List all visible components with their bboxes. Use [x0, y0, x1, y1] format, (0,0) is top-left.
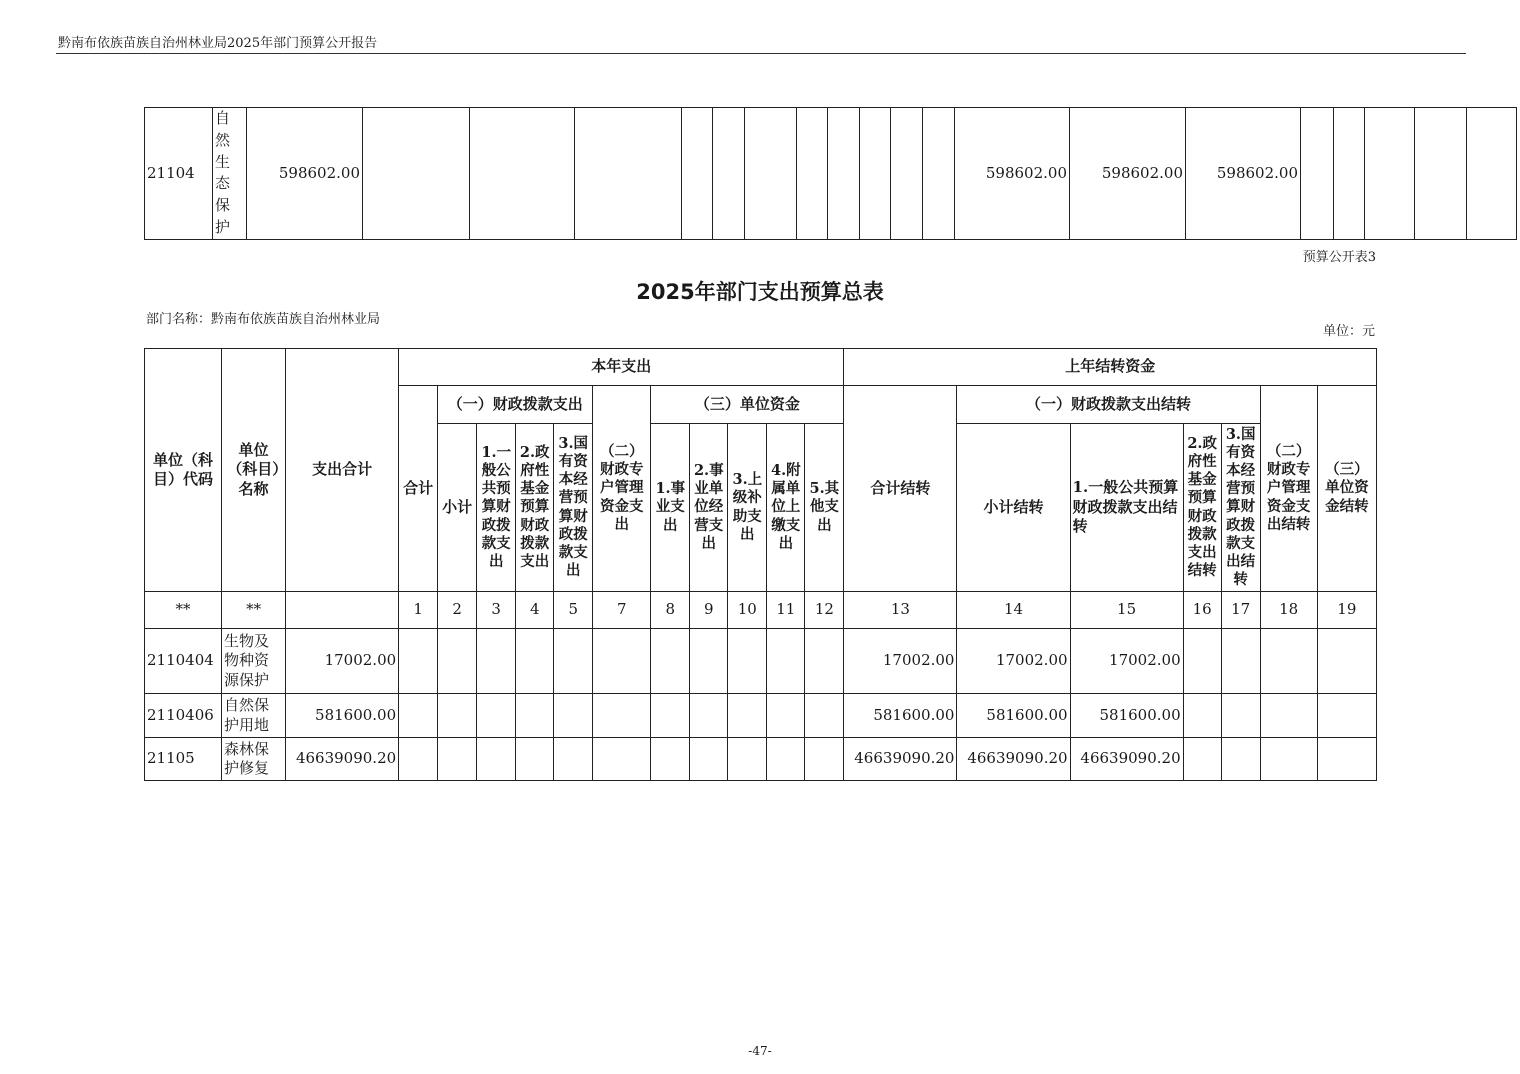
index-cell: **	[145, 592, 222, 629]
row-code: 2110404	[145, 629, 222, 694]
table-row	[145, 108, 1517, 240]
department-name: 部门名称：黔南布依族苗族自治州林业局	[146, 312, 381, 327]
row-carry-general: 598602.00	[1186, 108, 1301, 240]
header-carry-general: 1.一般公共预算财政拨款支出结转	[1070, 424, 1183, 592]
index-cell: 14	[957, 592, 1070, 629]
index-cell: 8	[651, 592, 690, 629]
header-special: （二）财政专户管理资金支出	[593, 386, 651, 592]
row-total: 598602.00	[247, 108, 363, 240]
header-carry-state: 3.国有资本经营预算财政拨款支出结转	[1221, 424, 1260, 592]
row-carry-total: 46639090.20	[844, 738, 957, 781]
row-total: 46639090.20	[286, 738, 399, 781]
page-title: 2025年部门支出预算总表	[636, 280, 884, 304]
document-header: 黔南布依族苗族自治州林业局2025年部门预算公开报告	[58, 36, 378, 51]
header-heji: 合计	[399, 386, 438, 592]
index-cell: 13	[844, 592, 957, 629]
table-row	[145, 738, 1377, 781]
row-carry-total: 581600.00	[844, 694, 957, 738]
index-cell: 3	[477, 592, 516, 629]
index-cell: 15	[1070, 592, 1183, 629]
index-row	[145, 592, 1377, 629]
header-row-1	[145, 349, 1377, 386]
index-cell: 16	[1183, 592, 1221, 629]
header-total: 支出合计	[286, 349, 399, 592]
header-general-budget: 1.一般公共预算财政拨款支出	[477, 424, 516, 592]
index-cell: 9	[690, 592, 728, 629]
table-number: 预算公开表3	[1302, 250, 1376, 265]
row-carry-general: 17002.00	[1070, 629, 1183, 694]
index-cell: **	[222, 592, 286, 629]
table-row	[145, 629, 1377, 694]
row-total: 581600.00	[286, 694, 399, 738]
row-name: 森林保护修复	[222, 738, 286, 781]
index-cell: 2	[438, 592, 477, 629]
header-gov-fund: 2.政府性基金预算财政拨款支出	[516, 424, 554, 592]
row-carry-subtotal: 581600.00	[957, 694, 1070, 738]
header-unit-funds: （三）单位资金	[651, 386, 844, 424]
header-other: 5.其他支出	[805, 424, 844, 592]
header-affiliated: 4.附属单位上缴支出	[767, 424, 805, 592]
previous-table-fragment	[144, 107, 1517, 240]
header-last-year: 上年结转资金	[844, 349, 1377, 386]
header-business: 1.事业支出	[651, 424, 690, 592]
index-cell: 4	[516, 592, 554, 629]
header-carry-unit: （三）单位资金结转	[1317, 386, 1376, 592]
index-cell: 1	[399, 592, 438, 629]
header-carry-special: （二）财政专户管理资金支出结转	[1260, 386, 1317, 592]
index-cell: 18	[1260, 592, 1317, 629]
row-name: 自然生态保护	[213, 108, 247, 240]
unit-label: 单位：元	[1322, 324, 1375, 339]
header-unit-name: 单位（科目）名称	[222, 349, 286, 592]
index-cell: 11	[767, 592, 805, 629]
row-code: 21104	[145, 108, 213, 240]
row-carry-total: 17002.00	[844, 629, 957, 694]
table-row	[145, 694, 1377, 738]
header-operating: 2.事业单位经营支出	[690, 424, 728, 592]
header-carry-fiscal: （一）财政拨款支出结转	[957, 386, 1260, 424]
row-name: 生物及物种资源保护	[222, 629, 286, 694]
row-code: 2110406	[145, 694, 222, 738]
header-carry-gov: 2.政府性基金预算财政拨款支出结转	[1183, 424, 1221, 592]
expenditure-budget-table	[144, 348, 1377, 781]
index-cell: 10	[728, 592, 767, 629]
header-unit-code: 单位（科目）代码	[145, 349, 222, 592]
index-cell: 19	[1317, 592, 1376, 629]
header-carry-subtotal: 小计结转	[957, 424, 1070, 592]
header-fiscal: （一）财政拨款支出	[438, 386, 593, 424]
row-code: 21105	[145, 738, 222, 781]
row-carry-subtotal: 17002.00	[957, 629, 1070, 694]
header-state-capital: 3.国有资本经营预算财政拨款支出	[554, 424, 593, 592]
row-carry-total: 598602.00	[955, 108, 1070, 240]
row-name: 自然保护用地	[222, 694, 286, 738]
index-cell: 12	[805, 592, 844, 629]
page-number: -47-	[748, 1044, 772, 1058]
row-total: 17002.00	[286, 629, 399, 694]
header-divider	[56, 53, 1466, 54]
row-carry-subtotal: 46639090.20	[957, 738, 1070, 781]
header-carry-total: 合计结转	[844, 386, 957, 592]
index-cell: 17	[1221, 592, 1260, 629]
row-carry-subtotal: 598602.00	[1070, 108, 1186, 240]
header-this-year: 本年支出	[399, 349, 844, 386]
index-cell	[286, 592, 399, 629]
row-carry-general: 581600.00	[1070, 694, 1183, 738]
index-cell: 5	[554, 592, 593, 629]
header-subsidy: 3.上级补助支出	[728, 424, 767, 592]
header-xiaoji: 小计	[438, 424, 477, 592]
row-carry-general: 46639090.20	[1070, 738, 1183, 781]
index-cell: 7	[593, 592, 651, 629]
